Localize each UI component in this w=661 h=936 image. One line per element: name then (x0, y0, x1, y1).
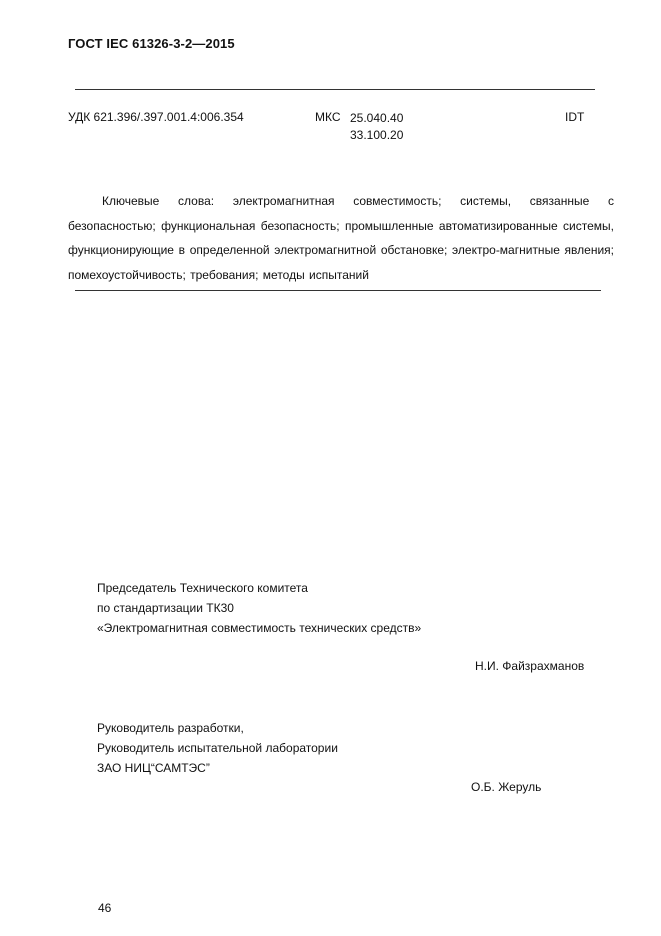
mks-code-1: 25.040.40 (350, 111, 404, 125)
signature-line: по стандартизации ТК30 (97, 601, 234, 615)
signature-block-chairman (97, 578, 421, 638)
signature-line: Председатель Технического комитета (97, 581, 308, 595)
bottom-divider (75, 290, 601, 291)
signature-line: Руководитель разработки, (97, 721, 244, 735)
mks-label: МКС (315, 110, 341, 124)
page-number: 46 (98, 901, 112, 915)
signature-block-developer (97, 718, 338, 778)
udk-code: УДК 621.396/.397.001.4:006.354 (68, 110, 244, 124)
idt-label: IDT (565, 110, 585, 124)
mks-codes (350, 110, 403, 144)
document-header-title: ГОСТ IEC 61326-3-2—2015 (68, 36, 235, 51)
keywords-paragraph: Ключевые слова: электромагнитная совместимость; системы, связанные с безопасностью; функциональная безопасность; промышленные автоматизированные системы, функционирующие в определенной электромагнитной обстановке; электро-магнитные явления; помехоустойчивость; требования; методы испытаний (68, 194, 614, 282)
top-divider (75, 89, 595, 90)
signatory-name-developer: О.Б. Жеруль (471, 780, 542, 794)
signatory-name-chairman: Н.И. Файзрахманов (475, 659, 585, 673)
signature-line: «Электромагнитная совместимость технических средств» (97, 621, 422, 635)
signature-line: ЗАО НИЦ“САМТЭС” (97, 761, 210, 775)
mks-code-2: 33.100.20 (350, 128, 404, 142)
signature-line: Руководитель испытательной лаборатории (97, 741, 338, 755)
